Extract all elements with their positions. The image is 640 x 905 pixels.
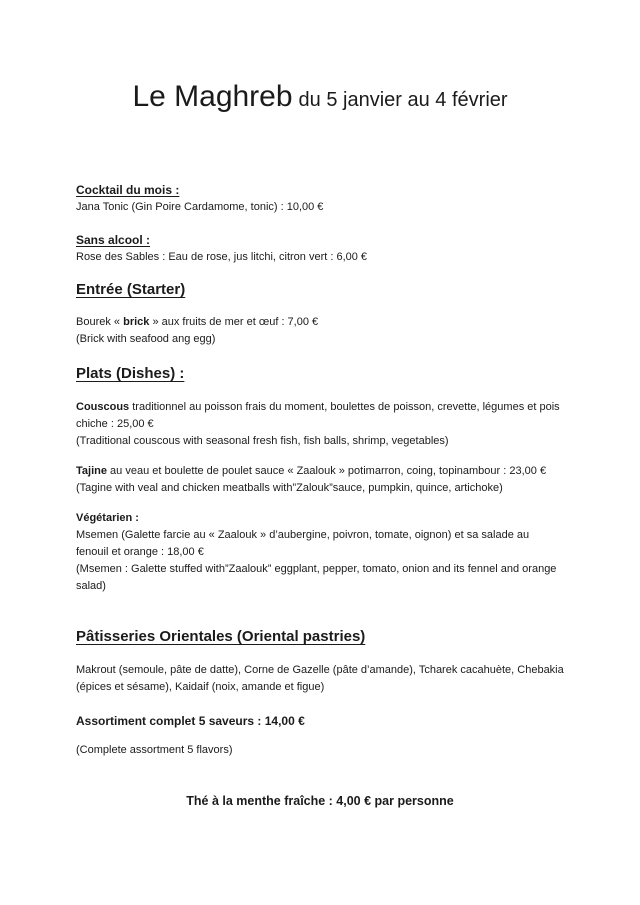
starter-item — [76, 314, 564, 331]
dish-tajine-name: Tajine — [76, 465, 107, 477]
section-pastries — [76, 627, 564, 759]
menu-content — [0, 182, 640, 810]
starter-item-pre: Bourek « — [76, 316, 124, 328]
dish-msemen-translation: (Msemen : Galette stuffed with”Zaalouk” eggplant, pepper, tomato, onion and its fennel and orange salad) — [76, 563, 557, 592]
starter-heading: Entrée (Starter) — [76, 281, 186, 298]
restaurant-name: Le Maghreb — [132, 80, 293, 113]
section-dishes — [76, 364, 564, 595]
mint-tea-note: Thé à la menthe fraîche : 4,00 € par personne — [186, 794, 454, 808]
pastries-heading: Pâtisseries Orientales (Oriental pastries) — [76, 628, 366, 645]
starter-item-post: » aux fruits de mer et œuf : 7,00 € — [149, 316, 319, 328]
cocktail-item: Jana Tonic (Gin Poire Cardamome, tonic) : 10,00 € — [76, 201, 324, 213]
dish-msemen-desc: Msemen (Galette farcie au « Zaalouk » d’aubergine, poivron, tomate, oignon) et sa salade au fenouil et orange : 18,00 € — [76, 529, 530, 558]
dish-item — [76, 399, 564, 450]
dish-tajine — [76, 463, 564, 480]
soft-drinks-heading: Sans alcool : — [76, 233, 151, 247]
dish-couscous-desc: traditionnel au poisson frais du moment, boulettes de poisson, crevette, légumes et pois chiche : 25,00 € — [76, 401, 560, 430]
dish-couscous-translation: (Traditional couscous with seasonal fresh fish, fish balls, shrimp, vegetables) — [76, 435, 449, 447]
menu-title-block — [0, 0, 640, 114]
dish-tajine-desc: au veau et boulette de poulet sauce « Zaalouk » potimarron, coing, topinambour : 23,00 € — [106, 465, 547, 477]
starter-item-bold: brick — [123, 316, 150, 328]
soft-drinks-item: Rose des Sables : Eau de rose, jus litchi, citron vert : 6,00 € — [76, 251, 368, 263]
dishes-heading: Plats (Dishes) : — [76, 365, 185, 382]
section-starter — [76, 280, 564, 348]
dish-tajine-translation: (Tagine with veal and chicken meatballs with”Zalouk”sauce, pumpkin, quince, artichoke) — [76, 482, 503, 494]
dish-couscous — [76, 399, 564, 433]
section-soft-drinks — [76, 232, 564, 266]
dish-couscous-name: Couscous — [76, 401, 130, 413]
pastries-list: Makrout (semoule, pâte de datte), Corne de Gazelle (pâte d’amande), Tcharek cacahuète, Chebakia (épices et sésame), Kaidaif (noix, amande et figue) — [76, 664, 564, 693]
dish-item — [76, 463, 564, 497]
vegetarian-label: Végétarien : — [76, 512, 139, 524]
section-cocktail — [76, 182, 564, 216]
dish-item — [76, 510, 564, 595]
pastries-assortment: Assortiment complet 5 saveurs : 14,00 € — [76, 714, 305, 728]
starter-translation: (Brick with seafood ang egg) — [76, 333, 216, 345]
cocktail-heading: Cocktail du mois : — [76, 183, 180, 197]
pastries-assortment-translation: (Complete assortment 5 flavors) — [76, 744, 233, 756]
menu-date-range: du 5 janvier au 4 février — [298, 89, 508, 111]
